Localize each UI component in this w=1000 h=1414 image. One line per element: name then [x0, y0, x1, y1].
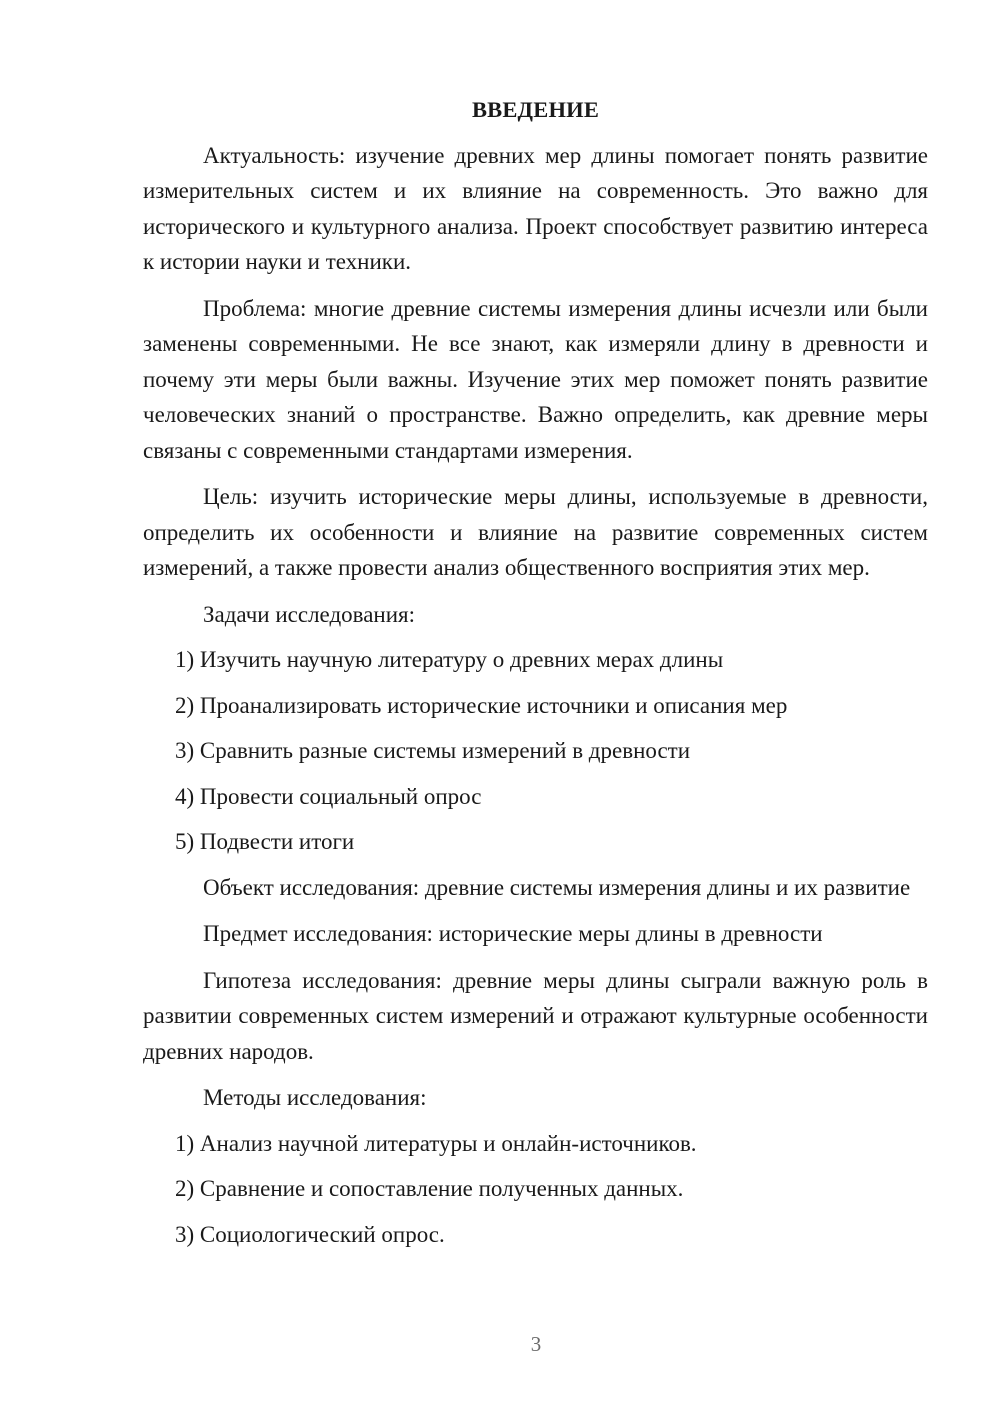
methods-list	[143, 1126, 928, 1253]
list-item: 2) Проанализировать исторические источники и описания мер	[175, 692, 788, 718]
problem-paragraph: Проблема: многие древние системы измерения длины исчезли или были заменены современными. Не все знают, как измеряли длину в древности и почему эти меры были важны. Изучение этих мер поможет понять развитие человеческих знаний о пространстве. Важно определить, как древние меры связаны с современными стандартами измерения.	[143, 295, 928, 463]
goal-paragraph: Цель: изучить исторические меры длины, используемые в древности, определить их особенности и влияние на развитие современных систем измерений, а также провести анализ общественного восприятия этих мер.	[143, 484, 928, 580]
methods-label: Методы исследования:	[203, 1085, 427, 1110]
relevance-paragraph: Актуальность: изучение древних мер длины помогает понять развитие измерительных систем и их влияние на современность. Это важно для исторического и культурного анализа. Проект способствует развитию интереса к истории науки и техники.	[143, 142, 928, 274]
tasks-label: Задачи исследования:	[203, 601, 416, 627]
hypothesis-paragraph: Гипотеза исследования: древние меры длины сыграли важную роль в развитии современных систем измерений и отражают культурные особенности древних народов.	[143, 967, 928, 1064]
page-number: 3	[530, 1332, 542, 1356]
list-item: 1) Изучить научную литературу о древних мерах длины	[175, 647, 724, 672]
tasks-list	[143, 642, 928, 860]
list-item: 5) Подвести итоги	[175, 829, 355, 854]
list-item: 2) Сравнение и сопоставление полученных данных.	[175, 1176, 684, 1201]
list-item: 3) Социологический опрос.	[175, 1221, 445, 1247]
subject-paragraph: Предмет исследования: исторические меры длины в древности	[203, 921, 823, 946]
object-paragraph: Объект исследования: древние системы измерения длины и их развитие	[203, 874, 911, 900]
list-item: 1) Анализ научной литературы и онлайн-источников.	[175, 1130, 697, 1156]
list-item: 4) Провести социальный опрос	[175, 783, 482, 809]
section-heading: ВВЕДЕНИЕ	[471, 97, 600, 122]
list-item: 3) Сравнить разные системы измерений в древности	[175, 738, 691, 763]
page-body	[143, 92, 928, 1262]
